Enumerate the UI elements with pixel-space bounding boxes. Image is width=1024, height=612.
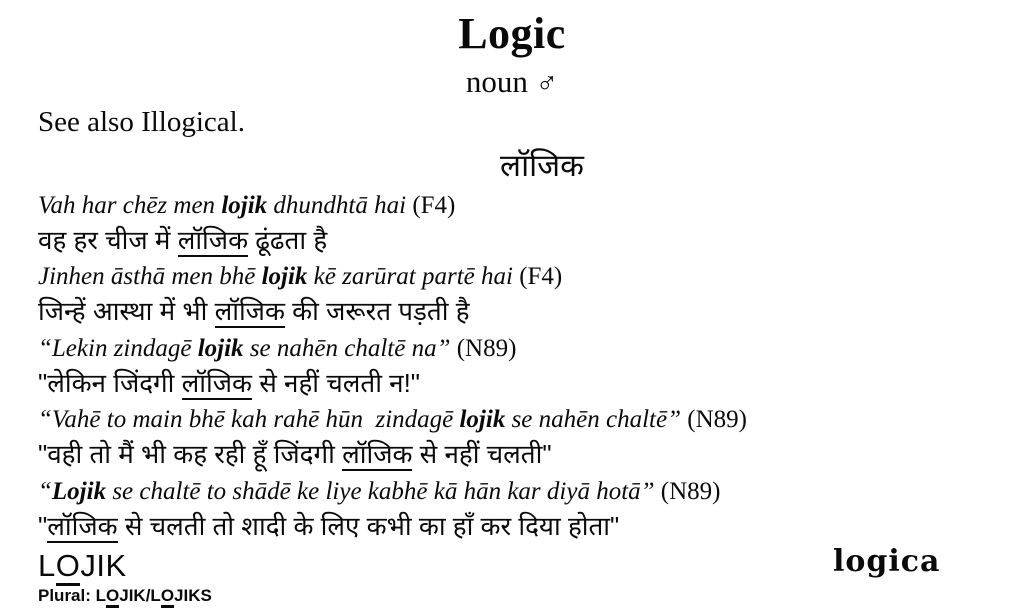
source-tag: (N89): [687, 406, 747, 433]
headword-hindi: लॉजिक: [500, 148, 584, 183]
source-tag: (N89): [660, 478, 721, 505]
transliteration-line: “Vahē to main bhē kah rahē hūn zindagē lojik se nahēn chaltē” (N89): [38, 406, 747, 433]
hindi-line: जिन्हें आस्था में भी लॉजिक की जरूरत पड़ती है: [38, 296, 470, 326]
example-entry: [38, 262, 988, 329]
keyword-hindi: लॉजिक: [177, 225, 249, 255]
hindi-line: वह हर चीज में लॉजिक ढूंढता है: [38, 225, 328, 255]
example-entry: [38, 191, 988, 258]
keyword-translit: lojik: [261, 263, 308, 290]
transliteration-line: “Lojik se chaltē to shādē ke liye kabhē kā hān kar diyā hotā” (N89): [38, 478, 721, 505]
plural-label: Plural:: [38, 586, 96, 605]
example-entry: [38, 405, 988, 472]
male-gender-icon: ♂: [535, 67, 559, 100]
source-tag: (N89): [456, 335, 517, 362]
hindi-line: "लॉजिक से चलती तो शादी के लिए कभी का हाँ कर दिया होता": [38, 511, 620, 541]
page-title: Logic: [458, 9, 566, 58]
keyword-translit: Lojik: [51, 478, 107, 505]
see-also-note: See also Illogical.: [38, 106, 245, 138]
latin-cognate: logica: [833, 544, 941, 579]
keyword-translit: lojik: [197, 335, 244, 362]
hindi-line: "वही तो मैं भी कह रही हूँ जिंदगी लॉजिक से नहीं चलती": [38, 439, 552, 469]
keyword-translit: lojik: [221, 192, 268, 219]
keyword-hindi: लॉजिक: [47, 511, 118, 541]
part-of-speech-line: [0, 64, 1024, 100]
romanized-headword: LOJIK: [38, 548, 127, 584]
example-entry: [38, 334, 988, 401]
keyword-hindi: लॉजिक: [181, 368, 253, 398]
transliteration-line: “Lekin zindagē lojik se nahēn chaltē na” (N89): [38, 335, 517, 362]
part-of-speech: noun: [465, 64, 528, 99]
hindi-line: "लेकिन जिंदगी लॉजिक से नहीं चलती न!": [38, 368, 421, 398]
plural-forms: Plural: LOJIK/LOJIKS: [38, 586, 212, 606]
transliteration-line: Jinhen āsthā men bhē lojik kē zarūrat partē hai (F4): [38, 263, 563, 290]
keyword-translit: lojik: [459, 406, 506, 433]
source-tag: (F4): [519, 263, 563, 290]
transliteration-line: Vah har chēz men lojik dhundhtā hai (F4): [38, 192, 456, 219]
keyword-hindi: लॉजिक: [342, 439, 413, 469]
keyword-hindi: लॉजिक: [214, 296, 285, 326]
example-entry: [38, 477, 988, 544]
source-tag: (F4): [412, 192, 456, 219]
